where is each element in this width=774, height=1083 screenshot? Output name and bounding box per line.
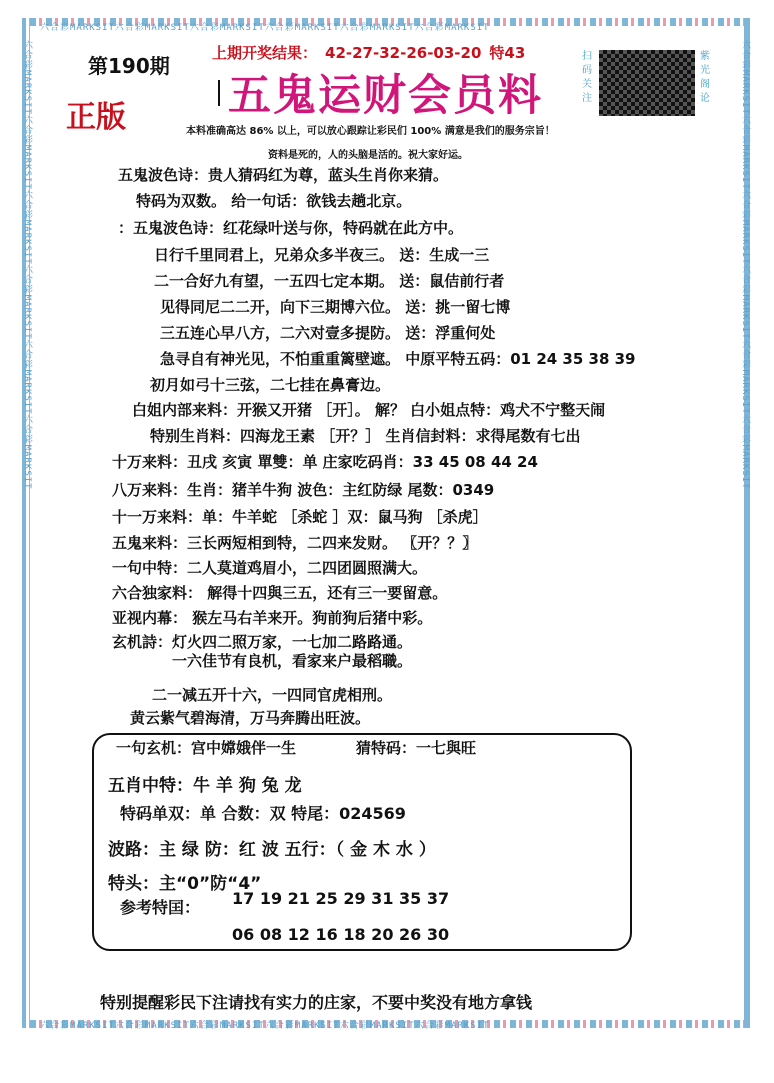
text-line: 六合独家料： 解得十四與三五，还有三一要留意。: [112, 584, 448, 602]
last-result-special: 特43: [489, 44, 526, 62]
box-ref-label: 参考特囯：: [120, 898, 201, 917]
qr-label-right: 紫光阁论: [700, 51, 710, 104]
text-line: 八万来料：生肖：猪羊牛狗 波色：主红防绿 尾数：0349: [112, 481, 495, 499]
border-text-bottom: 六合彩MARKSIT六合彩MARKSIT六合彩MARKSIT六合彩MARKSIT六合彩MARKSIT六合彩MARKSIT: [40, 1021, 490, 1030]
last-result-numbers: 42-27-32-26-03-20: [325, 44, 482, 62]
prediction-box: [92, 733, 632, 951]
text-line: ：五鬼波色诗：红花绿叶送与你，特码就在此方中。: [118, 219, 464, 237]
box-five-zodiac: 五肖中特：牛 羊 狗 兔 龙: [108, 776, 302, 796]
text-line: 特别生肖料：四海龙王素 ［开？］ 生肖信封料：求得尾数有七出: [150, 427, 581, 445]
page-title: 五鬼运财会员料: [228, 71, 543, 121]
border-text-left: 六合彩MARKSIT六合彩MARKSIT六合彩MARKSIT六合彩MARKSIT六合彩MARKSIT六合彩MARKSIT: [22, 40, 32, 490]
border-text-top: 六合彩MARKSIT六合彩MARKSIT六合彩MARKSIT六合彩MARKSIT六合彩MARKSIT六合彩MARKSIT: [40, 23, 490, 32]
box-ref-row1: 17 19 21 25 29 31 35 37: [232, 889, 450, 908]
text-line: 玄机詩：灯火四二照万家，一七加二路路通。: [112, 633, 413, 651]
box-ref-row2: 06 08 12 16 18 20 26 30: [232, 925, 450, 944]
text-line: 一句中特：二人莫道鸡眉小，二四团圆照满大。: [112, 559, 428, 577]
footer-warning: 特别提醒彩民下注请找有实力的庄家，不要中奖没有地方拿钱: [100, 993, 533, 1012]
text-line: 亚视内幕： 猴左马右羊来开。狗前狗后猪中彩。: [112, 609, 433, 627]
text-line: 特码为双数。 给一句话：欲钱去趟北京。: [136, 192, 412, 210]
text-line: 二一合好九有望，一五四七定本期。 送：鼠佶前行者: [154, 272, 505, 290]
last-result: [212, 42, 533, 63]
text-line: 五鬼波色诗：贵人猜码红为尊，蓝头生肖你来猜。: [118, 166, 449, 184]
slogan-luck: 资料是死的，人的头脑是活的。祝大家好运。: [268, 150, 468, 161]
text-line: 五鬼来料：三长两短相到特，二四来发财。 〖开？？〗: [112, 534, 478, 552]
box-riddle: 一句玄机：宫中嫦娥伴一生: [116, 739, 297, 757]
qr-label-left: 扫码关注: [582, 51, 592, 104]
box-wave: 波路：主 绿 防：红 波 五行：（ 金 木 水 ）: [108, 840, 436, 860]
border-text-right: 六合彩MARKSIT六合彩MARKSIT六合彩MARKSIT六合彩MARKSIT六合彩MARKSIT六合彩MARKSIT: [740, 40, 750, 490]
text-line: 三五连心早八方，二六对壹多提防。 送：浮重何处: [160, 324, 496, 342]
text-line: 白姐内部来料：开猴又开猪 ［开］。 解？ 白小姐点特：鸡犬不宁整天闹: [132, 401, 606, 419]
text-line: 初月如弓十三弦，二七挂在鼻膏边。: [150, 376, 391, 394]
box-head: 特头：主“0”防“4”: [108, 874, 262, 894]
genuine-label: 正版: [66, 100, 126, 135]
text-line: 十一万来料：单：牛羊蛇 ［杀蛇 ］双：鼠马狗 ［杀虎］: [112, 508, 488, 526]
qr-code: [599, 50, 695, 116]
text-line: 一六佳节有良机，看家来户最稻職。: [172, 652, 413, 670]
text-line: 二一减五开十六，一四同官虎相刑。: [152, 686, 393, 704]
box-odd-even: 特码单双：单 合数：双 特尾：024569: [120, 804, 406, 823]
text-line: 见得同尼二二开，向下三期博六位。 送：挑一留七博: [160, 298, 511, 316]
box-guess-code: 猜特码：一七與旺: [356, 739, 477, 757]
title-bar-mark: [218, 80, 220, 106]
text-line: 黄云紫气碧海清，万马奔腾出旺波。: [130, 709, 371, 727]
slogan-accuracy: 本料准确高达 86% 以上，可以放心跟踪让彩民们 100% 满意是我们的服务宗旨！: [186, 126, 555, 137]
issue-number: 第190期: [88, 54, 170, 78]
text-line: 日行千里同君上，兄弟众多半夜三。 送：生成一三: [154, 246, 490, 264]
text-line: 十万来料：丑戌 亥寅 單雙：单 庄家吃码肖：33 45 08 44 24: [112, 453, 538, 471]
text-line: 急寻自有神光见，不怕重重篱壁遮。 中原平特五码：01 24 35 38 39: [160, 350, 636, 368]
last-result-label: 上期开奖结果：: [212, 44, 318, 62]
